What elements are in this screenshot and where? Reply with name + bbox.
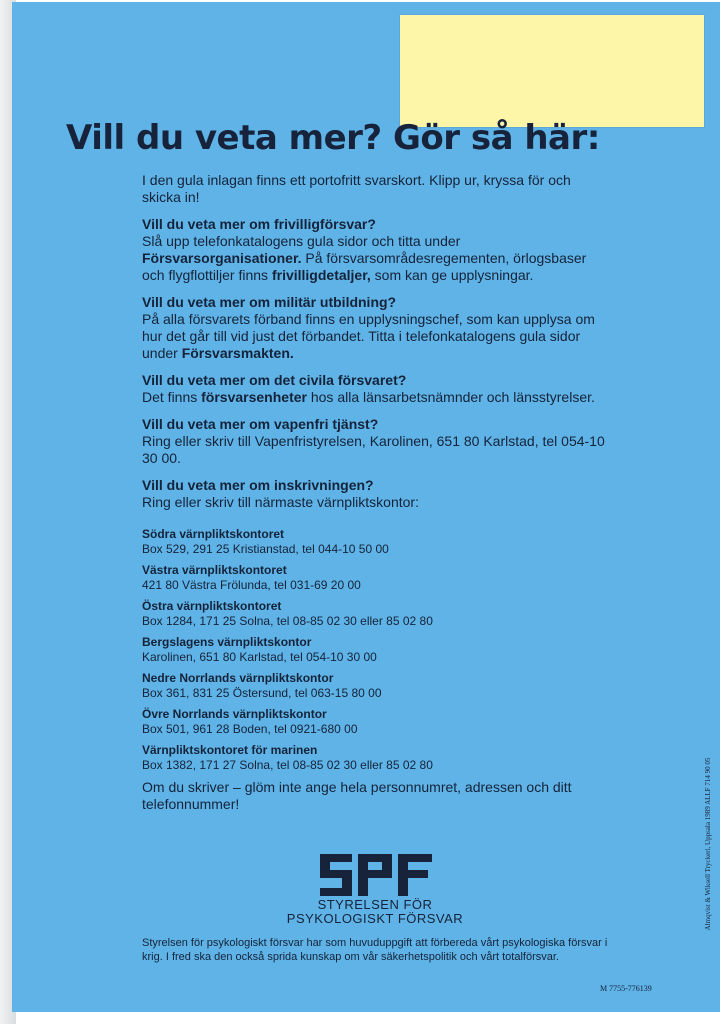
office-name: Övre Norrlands värnpliktskontor: [142, 707, 327, 721]
office-list: [142, 527, 612, 773]
section-text: hos alla länsarbetsnämnder och länsstyrelser.: [306, 389, 595, 405]
section-frivilligforsvar: [142, 216, 612, 284]
org-name-line2: PSYKOLOGISKT FÖRSVAR: [286, 911, 464, 926]
section-bold: försvarsenheter: [201, 389, 307, 405]
section-bold: Försvarsorganisationer.: [142, 250, 302, 266]
office-address: Box 1284, 171 25 Solna, tel 08-85 02 30 eller 85 02 80: [142, 614, 433, 628]
spf-logo-icon: [316, 852, 434, 898]
section-inskrivningen: [142, 477, 612, 511]
mission-statement: Styrelsen för psykologiskt försvar har som huvuduppgift att förbereda vårt psykologiska försvar i krig. I fred ska den också sprida kunskap om vår säkerhetspolitik och vårt totalförsvar.: [142, 937, 608, 963]
office-address: Box 1382, 171 27 Solna, tel 08-85 02 30 eller 85 02 80: [142, 758, 433, 772]
section-question: Vill du veta mer om inskrivningen?: [142, 477, 374, 493]
office-name: Värnpliktskontoret för marinen: [142, 743, 318, 757]
office-ostra: [142, 599, 612, 629]
printer-imprint: Almqvist & Wiksell Tryckeri, Uppsala 1989 ALLF 714 90 05: [704, 757, 712, 931]
office-address: Box 361, 831 25 Östersund, tel 063-15 80 00: [142, 686, 382, 700]
office-address: Box 501, 961 28 Boden, tel 0921-680 00: [142, 722, 358, 736]
yellow-sticker: [400, 15, 704, 127]
office-name: Nedre Norrlands värnpliktskontor: [142, 671, 334, 685]
office-name: Södra värnpliktskontoret: [142, 527, 285, 541]
section-question: Vill du veta mer om militär utbildning?: [142, 294, 397, 310]
section-bold: frivilligdetaljer,: [271, 267, 371, 283]
section-text: På alla försvarets förband finns en upplysningschef, som kan upplysa om hur det går till vid just det förbandet. Titta i telefonkatalogens gula sidor under: [142, 311, 595, 361]
office-address: 421 80 Västra Frölunda, tel 031-69 20 00: [142, 578, 361, 592]
section-bold: Försvarsmakten.: [181, 345, 294, 361]
office-sodra: [142, 527, 612, 557]
section-question: Vill du veta mer om vapenfri tjänst?: [142, 416, 379, 432]
spf-logo: [282, 852, 468, 926]
office-name: Östra värnpliktskontoret: [142, 599, 282, 613]
closing-paragraph: Om du skriver – glöm inte ange hela personnumret, adressen och ditt telefonnummer!: [142, 779, 572, 812]
section-vapenfri-tjanst: [142, 416, 612, 467]
section-text: Slå upp telefonkatalogens gula sidor och titta under: [142, 233, 461, 249]
section-text: Ring eller skriv till Vapenfristyrelsen, Karolinen, 651 80 Karlstad, tel 054-10 30 00.: [142, 433, 605, 466]
office-name: Bergslagens värnpliktskontor: [142, 635, 312, 649]
section-text: På försvarsområdesregementen, örlogsbaser och flygflottiljer finns: [142, 250, 587, 283]
section-text: Ring eller skriv till närmaste värnpliktskontor:: [142, 494, 419, 510]
office-marinen: [142, 743, 612, 773]
intro-paragraph: I den gula inlagan finns ett portofritt svarskort. Klipp ur, kryssa för och skicka in!: [142, 172, 571, 205]
section-question: Vill du veta mer om frivilligförsvar?: [142, 216, 376, 232]
body-text: [142, 172, 612, 823]
office-bergslagen: [142, 635, 612, 665]
office-ovre-norrland: [142, 707, 612, 737]
office-address: Box 529, 291 25 Kristianstad, tel 044-10 50 00: [142, 542, 389, 556]
org-name-line1: STYRELSEN FÖR: [317, 897, 433, 912]
office-address: Karolinen, 651 80 Karlstad, tel 054-10 30 00: [142, 650, 377, 664]
office-nedre-norrland: [142, 671, 612, 701]
section-civila-forsvaret: [142, 372, 612, 406]
headline: Vill du veta mer? Gör så här:: [66, 118, 600, 158]
section-question: Vill du veta mer om det civila försvaret?: [142, 372, 407, 388]
office-name: Västra värnpliktskontoret: [142, 563, 287, 577]
section-militar-utbildning: [142, 294, 612, 362]
article-number: M 7755-776139: [600, 984, 652, 993]
office-vastra: [142, 563, 612, 593]
section-text: som kan ge upplysningar.: [370, 267, 534, 283]
section-text: Det finns: [142, 389, 202, 405]
